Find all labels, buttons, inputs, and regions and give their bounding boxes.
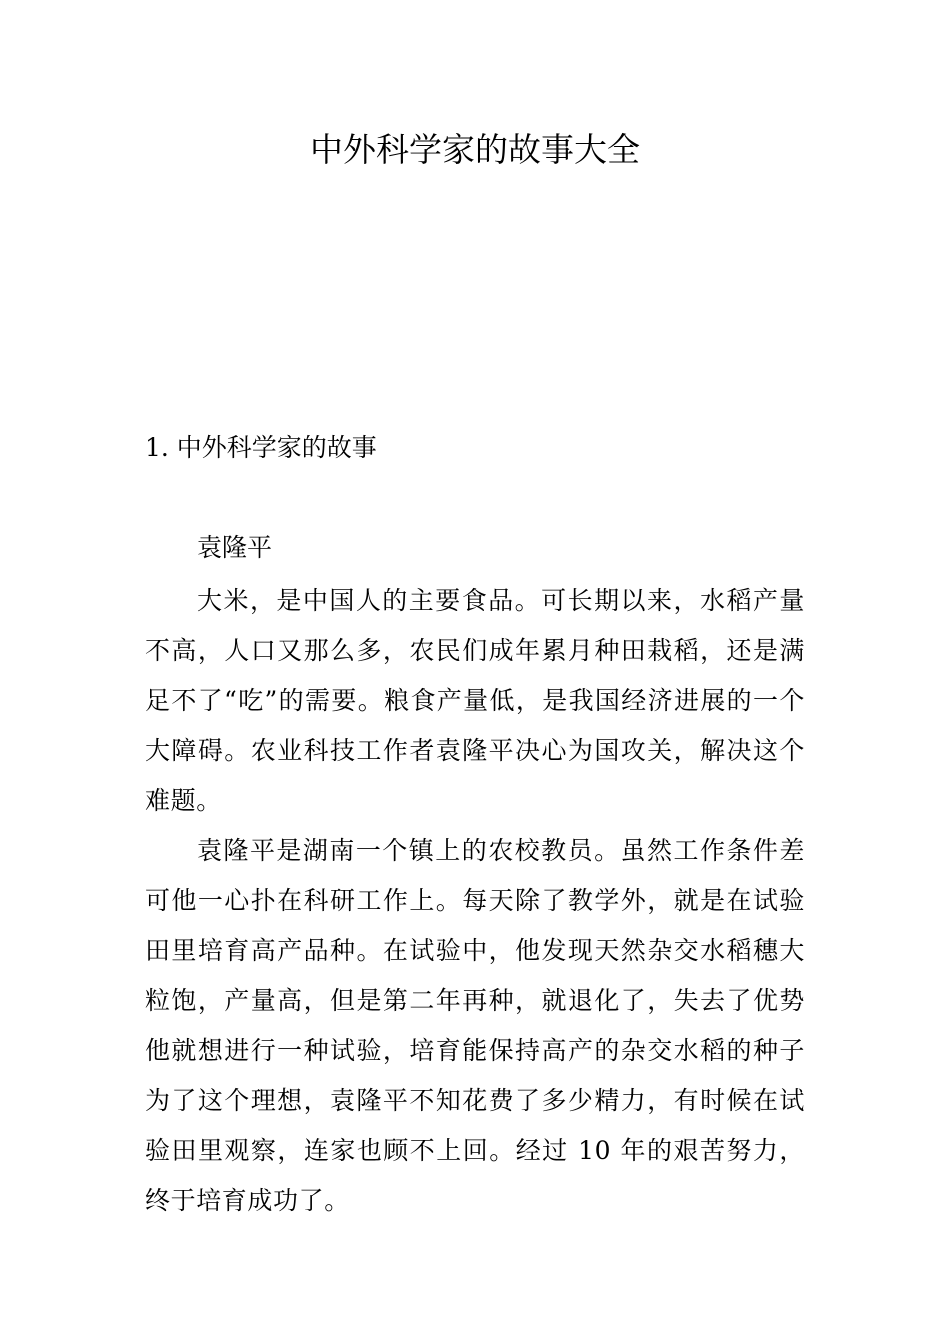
story-subheading: 袁隆平 xyxy=(197,533,273,562)
section-heading: 1. 中外科学家的故事 xyxy=(145,433,377,462)
document-title: 中外科学家的故事大全 xyxy=(310,130,640,169)
paragraph-1: 大米，是中国人的主要食品。可长期以来，水稻产量不高，人口又那么多，农民们成年累月种田栽稻，还是满足不了“吃”的需要。粮食产量低，是我国经济进展的一个大障碍。农业科技工作者袁隆平决心为国攻关，解决这个难题。 xyxy=(145,586,805,815)
paragraph-2: 袁隆平是湖南一个镇上的农校教员。虽然工作条件差可他一心扑在科研工作上。每天除了教学外，就是在试验田里培育高产品种。在试验中，他发现天然杂交水稻穗大粒饱，产量高，但是第二年再种，就退化了，失去了优势他就想进行一种试验，培育能保持高产的杂交水稻的种子为了这个理想，袁隆平不知花费了多少精力，有时候在试验田里观察，连家也顾不上回。经过 10 年的艰苦努力，终于培育成功了。 xyxy=(145,836,805,1215)
